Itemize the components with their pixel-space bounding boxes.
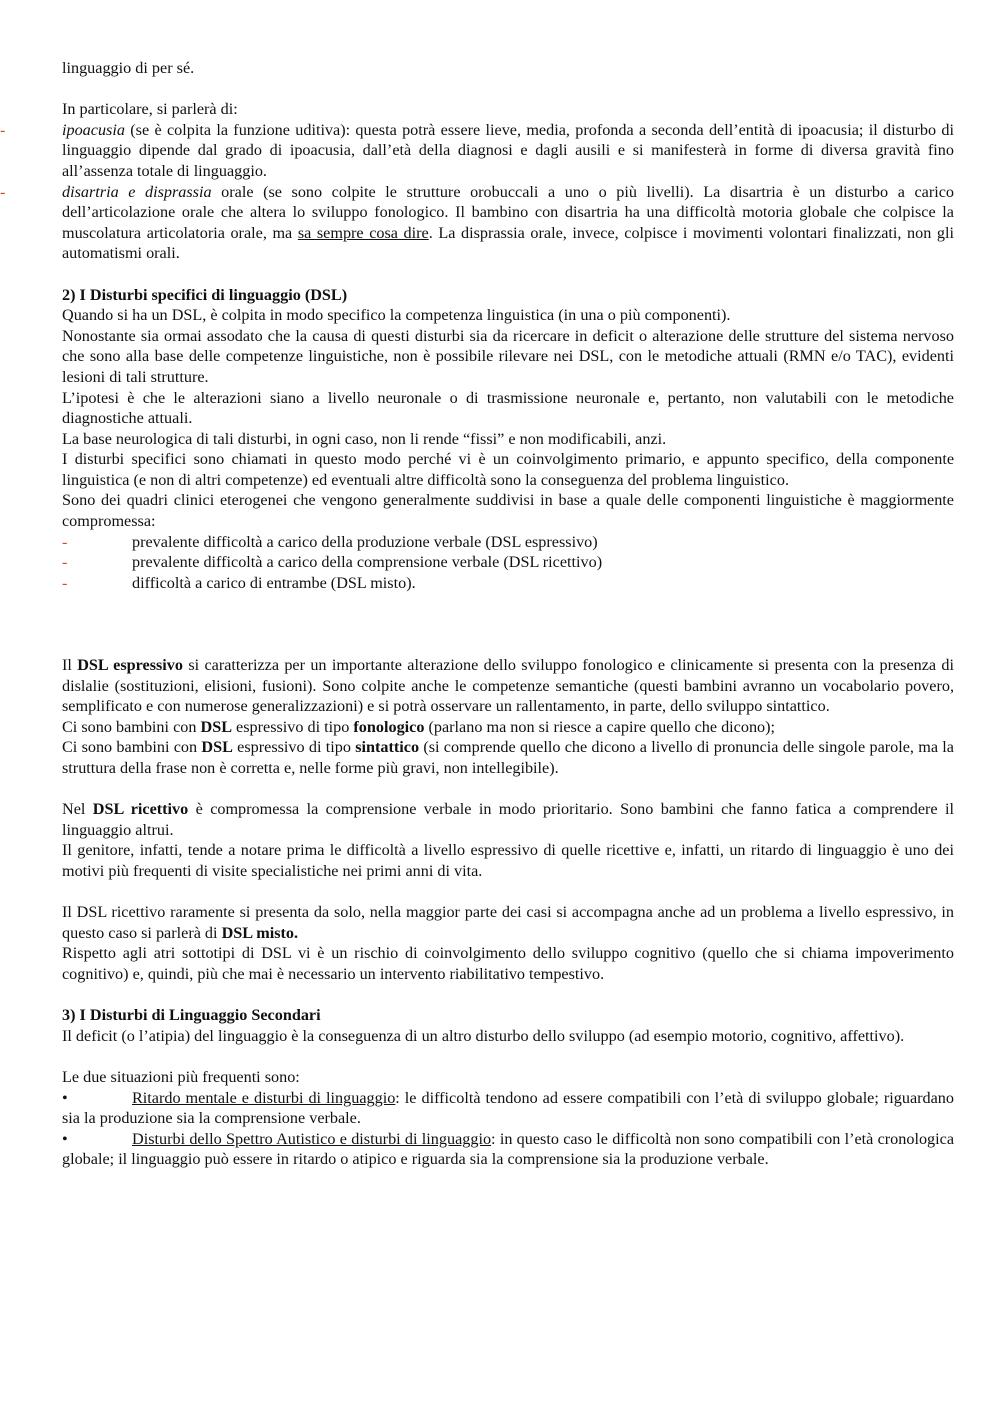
- bullet-item-spettro-autistico: [62, 1129, 954, 1170]
- dsl-list-item-text: prevalente difficoltà a carico della produzione verbale (DSL espressivo): [132, 532, 598, 551]
- underlined-phrase: Disturbi dello Spettro Autistico e disturbi di linguaggio: [132, 1129, 492, 1148]
- disartria-text: orale (se sono colpite le strutture orobuccali a uno o più livelli). La disartria è un disturbo a carico dell’articolazione orale che altera lo sviluppo fonologico. Il bambino con disartria ha una difficoltà motoria globale che colpisce la muscolatura articolatoria orale, ma: [62, 182, 954, 242]
- paragraph-dsl-ricettivo: [62, 799, 954, 840]
- s2-paragraph-4: La base neurologica di tali disturbi, in ogni caso, non li rende “fissi” e non modificabili, anzi.: [62, 429, 667, 448]
- paragraph-genitore: Il genitore, infatti, tende a notare prima le difficoltà a livello espressivo di quelle ricettive e, infatti, un ritardo di linguaggio è uno dei motivi più frequenti di visite specialistiche nei primi anni di vita.: [62, 841, 954, 880]
- text-fragment: Il: [62, 656, 78, 675]
- paragraph-sintattico: [62, 737, 954, 778]
- dash-marker: -: [0, 120, 6, 139]
- dash-marker: -: [62, 573, 68, 592]
- ipoacusia-text: (se è colpita la funzione uditiva): questa potrà essere lieve, media, profonda a seconda dell’entità di ipoacusia; il disturbo di linguaggio dipende dal grado di ipoacusia, dall’età della diagnosi e dagli ausili e si manifesterà in forme di diversa gravità fino all’assenza totale di linguaggio.: [62, 120, 954, 180]
- s2-paragraph-3: L’ipotesi è che le alterazioni siano a livello neuronale o di trasmissione neuronale e, pertanto, non valutabili con le metodiche diagnostiche attuali.: [62, 388, 954, 428]
- paragraph-in-particolare: In particolare, si parlerà di:: [62, 100, 238, 119]
- dash-marker: -: [0, 182, 6, 201]
- s2-paragraph-5: I disturbi specifici sono chiamati in questo modo perché vi è un coinvolgimento primario, e appunto specifico, della componente linguistica (e non di altri competenze) ed eventuali altre difficoltà sono la conseguenza del problema linguistico.: [62, 450, 954, 489]
- text-fragment: Ci sono bambini con: [62, 717, 201, 736]
- underlined-phrase: Ritardo mentale e disturbi di linguaggio: [132, 1088, 396, 1107]
- text-fragment: espressivo di tipo: [232, 717, 354, 736]
- text-fragment: è compromessa la comprensione verbale in modo prioritario. Sono bambini che fanno fatica a comprendere il linguaggio altrui.: [62, 800, 954, 839]
- paragraph-dsl-misto: [62, 902, 954, 943]
- text-fragment: Nel: [62, 800, 93, 819]
- text-fragment: : in questo caso le difficoltà non sono compatibili con l’età cronologica globale; il linguaggio può essere in ritardo o atipico e riguarda sia la comprensione sia la produzione verbale.: [62, 1129, 955, 1169]
- section-2-heading: 2) I Disturbi specifici di linguaggio (DSL): [62, 285, 348, 304]
- list-item-ipoacusia: [0, 120, 954, 182]
- text-fragment: Il DSL ricettivo raramente si presenta da solo, nella maggior parte dei casi si accompagna anche ad un problema a livello espressivo, in questo caso si parlerà di: [62, 903, 954, 942]
- disartria-text-end: . La disprassia orale, invece, colpisce i movimenti volontari finalizzati, non gli automatismi orali.: [62, 223, 954, 263]
- bold-term: DSL misto.: [221, 923, 299, 942]
- bold-term: sintattico: [355, 738, 420, 757]
- text-fragment: (parlano ma non si riesce a capire quello che dicono);: [424, 717, 776, 736]
- dsl-list-item: [62, 573, 954, 594]
- term-disartria: disartria e disprassia: [62, 182, 212, 201]
- bullet-icon: •: [62, 1129, 68, 1148]
- paragraph-intro: linguaggio di per sé.: [62, 59, 195, 77]
- bullet-item-ritardo-mentale: [62, 1088, 954, 1129]
- bold-term: fonologico: [353, 717, 425, 736]
- text-fragment: : le difficoltà tendono ad essere compatibili con l’età di sviluppo globale; riguardano sia la produzione sia la comprensione verbale.: [62, 1088, 954, 1128]
- s2-paragraph-1: Quando si ha un DSL, è colpita in modo specifico la competenza linguistica (in una o più componenti).: [62, 306, 731, 325]
- s2-paragraph-2: Nonostante sia ormai assodato che la causa di questi disturbi sia da ricercare in deficit o alterazione delle strutture del sistema nervoso che sono alla base delle competenze linguistiche, non è possibile rilevare nei DSL, con le metodiche attuali (RMN e/o TAC), evidenti lesioni di tali strutture.: [62, 326, 954, 386]
- s2-paragraph-6: Sono dei quadri clinici eterogenei che vengono generalmente suddivisi in base a quale delle componenti linguistiche è maggiormente compromessa:: [62, 491, 954, 531]
- paragraph-rispetto: Rispetto agli atri sottotipi di DSL vi è un rischio di coinvolgimento dello sviluppo cognitivo (quello che si chiama impoverimento cognitivo) e, quindi, più che mai è necessario un intervento riabilitativo tempestivo.: [62, 944, 954, 983]
- list-item-disartria: [0, 182, 954, 264]
- dsl-list-item-text: prevalente difficoltà a carico della comprensione verbale (DSL ricettivo): [132, 553, 603, 572]
- section-3-heading: 3) I Disturbi di Linguaggio Secondari: [62, 1006, 321, 1025]
- s3-paragraph-1: Il deficit (o l’atipia) del linguaggio è la conseguenza di un altro disturbo dello sviluppo (ad esempio motorio, cognitivo, affettivo).: [62, 1026, 905, 1045]
- bullet-icon: •: [62, 1088, 68, 1107]
- bold-term: DSL ricettivo: [92, 800, 189, 819]
- bold-term: DSL: [200, 717, 232, 736]
- text-fragment: Ci sono bambini con: [62, 738, 202, 757]
- underlined-phrase: sa sempre cosa dire: [297, 223, 429, 242]
- document-page: [0, 58, 955, 1170]
- dsl-list-item-text: difficoltà a carico di entrambe (DSL misto).: [132, 573, 416, 592]
- text-fragment: espressivo di tipo: [232, 738, 356, 757]
- dash-marker: -: [62, 532, 68, 551]
- term-ipoacusia: ipoacusia: [62, 120, 125, 139]
- dash-marker: -: [62, 553, 68, 572]
- dsl-list-item: [62, 532, 954, 553]
- dsl-list-item: [62, 552, 954, 573]
- text-fragment: (si comprende quello che dicono a livello di pronuncia delle singole parole, ma la struttura della frase non è corretta e, nelle forme più gravi, non intellegibile).: [62, 738, 954, 777]
- paragraph-dsl-espressivo: [62, 655, 954, 717]
- s3-paragraph-2: Le due situazioni più frequenti sono:: [62, 1067, 300, 1086]
- bold-term: DSL espressivo: [77, 656, 183, 675]
- paragraph-fonologico: [62, 717, 954, 738]
- bold-term: DSL: [201, 738, 233, 757]
- text-fragment: si caratterizza per un importante alterazione dello sviluppo fonologico e clinicamente si presenta con la presenza di dislalie (sostituzioni, elisioni, fusioni). Sono colpite anche le competenze semantiche (questi bambini avranno un vocabolario povero, semplificato e con numerose generalizzazioni) e si potrà osservare un rallentamento, in parte, dello sviluppo sintattico.: [62, 656, 955, 716]
- header-mark: [490, 0, 510, 3]
